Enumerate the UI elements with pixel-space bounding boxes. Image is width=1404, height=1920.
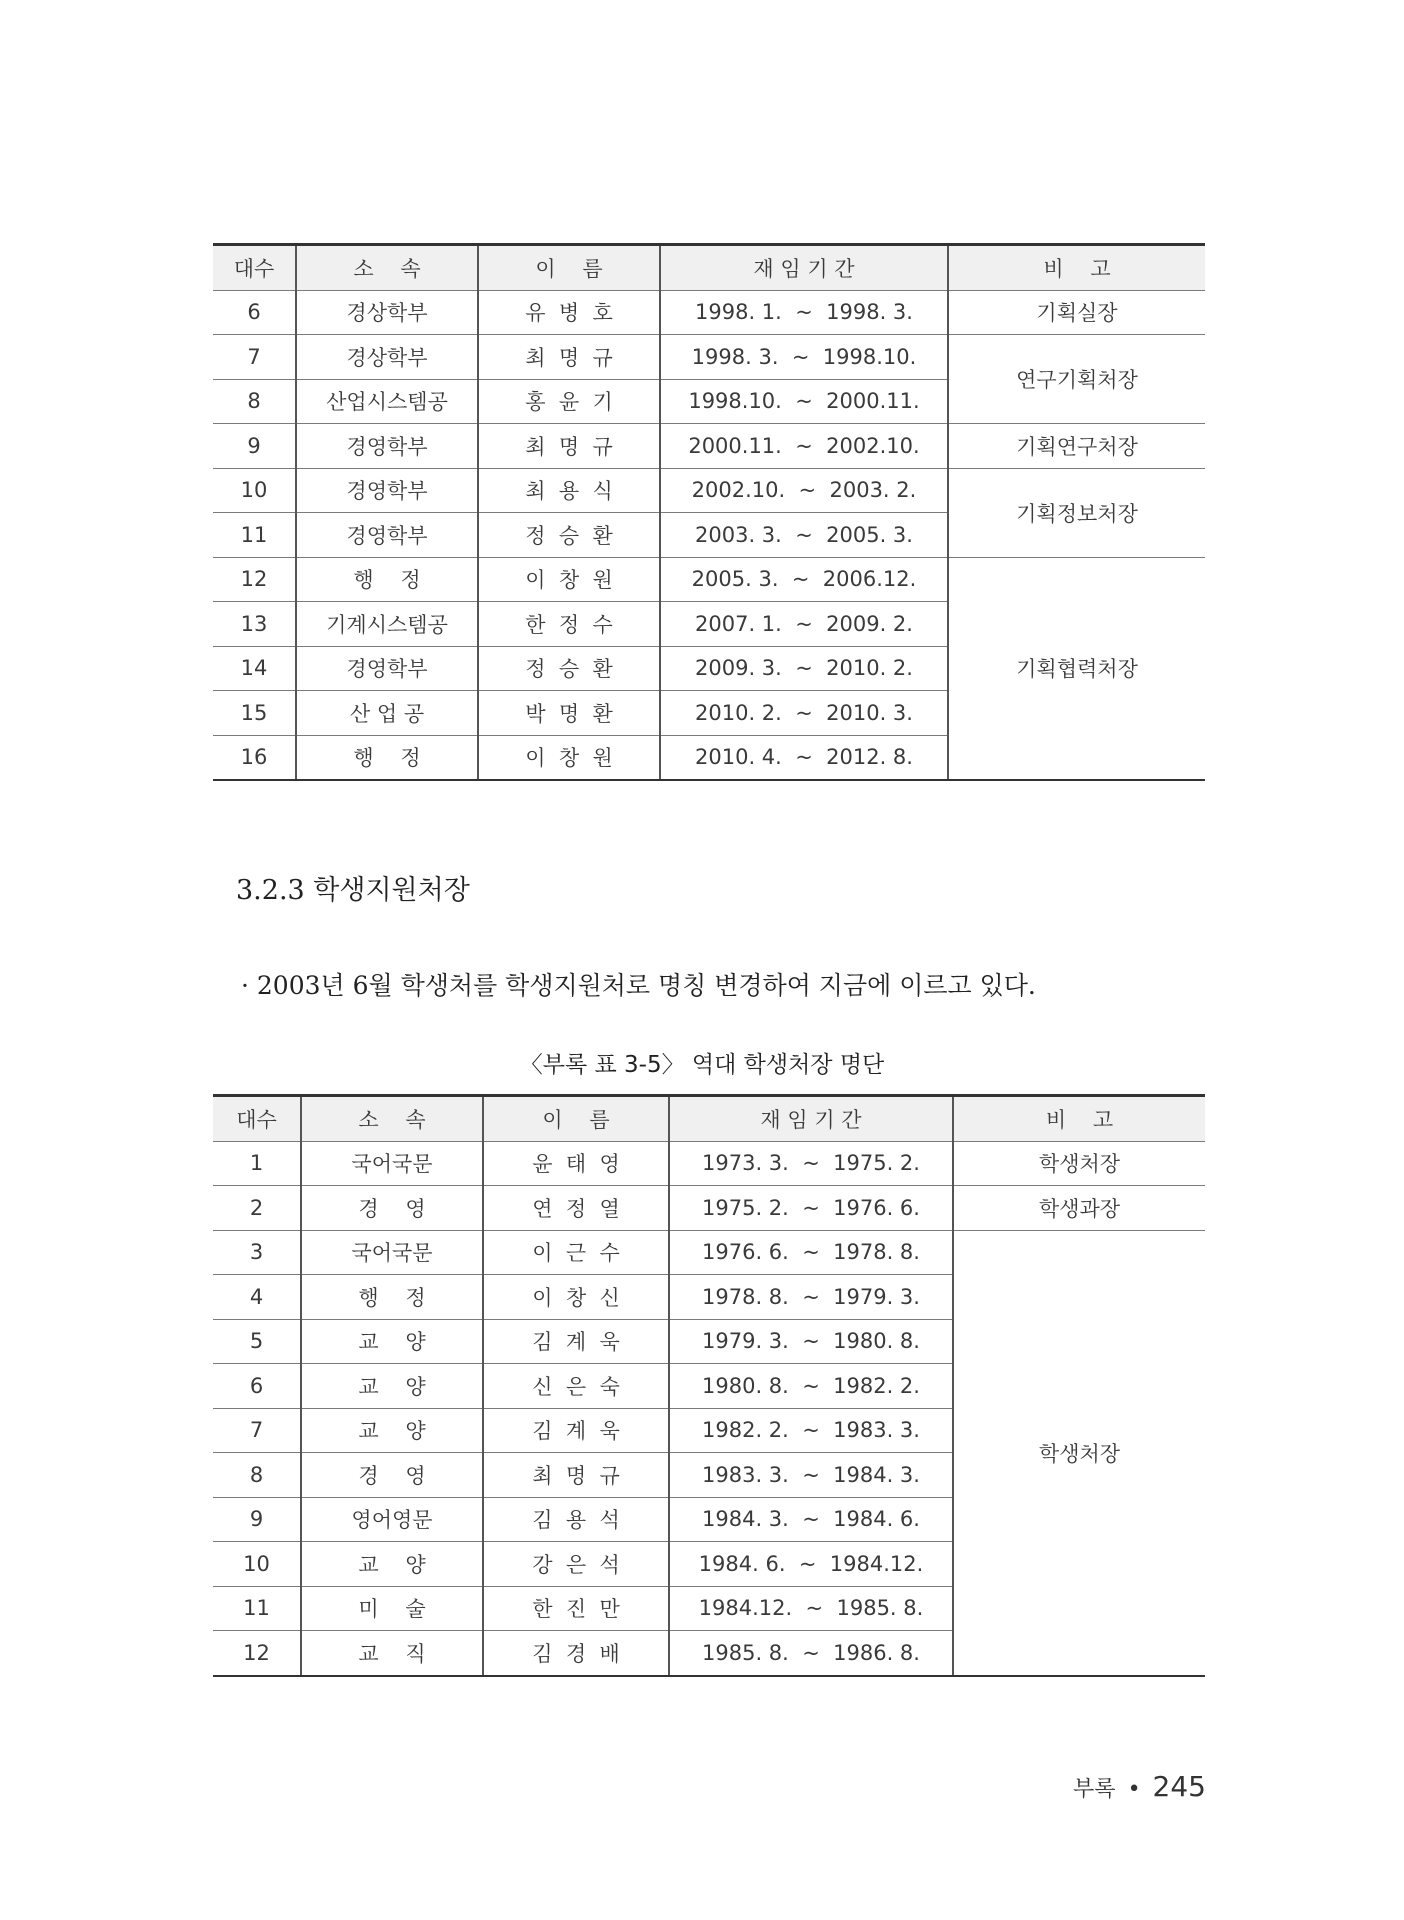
cell-term: 12 <box>213 1631 301 1676</box>
cell-name: 이 창 신 <box>483 1275 669 1320</box>
cell-remarks: 기획연구처장 <box>948 424 1205 469</box>
cell-tenure: 1983. 3. ~ 1984. 3. <box>669 1453 953 1498</box>
page-footer <box>1073 1770 1206 1803</box>
header-affiliation: 소 속 <box>301 1096 483 1142</box>
cell-name: 이 창 원 <box>478 557 660 602</box>
cell-name: 홍 윤 기 <box>478 379 660 424</box>
cell-term: 6 <box>213 1364 301 1409</box>
cell-term: 14 <box>213 646 296 691</box>
cell-name: 신 은 숙 <box>483 1364 669 1409</box>
cell-remarks: 기획실장 <box>948 290 1205 335</box>
cell-term: 10 <box>213 468 296 513</box>
cell-tenure: 1976. 6. ~ 1978. 8. <box>669 1230 953 1275</box>
cell-term: 3 <box>213 1230 301 1275</box>
cell-tenure: 2009. 3. ~ 2010. 2. <box>660 646 948 691</box>
cell-term: 11 <box>213 1586 301 1631</box>
cell-term: 8 <box>213 1453 301 1498</box>
cell-affiliation: 교 양 <box>301 1542 483 1587</box>
cell-affiliation: 행 정 <box>296 557 478 602</box>
cell-tenure: 2003. 3. ~ 2005. 3. <box>660 513 948 558</box>
cell-affiliation: 경 영 <box>301 1186 483 1231</box>
cell-term: 9 <box>213 424 296 469</box>
page-number: 245 <box>1152 1770 1206 1803</box>
table-row <box>213 290 1205 335</box>
table-header-row <box>213 1096 1205 1142</box>
cell-name: 이 창 원 <box>478 735 660 780</box>
cell-remarks: 연구기획처장 <box>948 335 1205 424</box>
header-name: 이 름 <box>478 245 660 291</box>
table-caption: 〈부록 표 3-5〉 역대 학생처장 명단 <box>519 1052 885 1078</box>
cell-name: 최 명 규 <box>478 424 660 469</box>
section-heading: 3.2.3 학생지원처장 <box>236 875 470 906</box>
cell-tenure: 1982. 2. ~ 1983. 3. <box>669 1408 953 1453</box>
cell-term: 15 <box>213 691 296 736</box>
cell-tenure: 2010. 4. ~ 2012. 8. <box>660 735 948 780</box>
cell-affiliation: 경영학부 <box>296 513 478 558</box>
cell-affiliation: 경영학부 <box>296 424 478 469</box>
cell-affiliation: 교 직 <box>301 1631 483 1676</box>
cell-affiliation: 행 정 <box>296 735 478 780</box>
cell-tenure: 1984. 3. ~ 1984. 6. <box>669 1497 953 1542</box>
cell-affiliation: 기계시스템공 <box>296 602 478 647</box>
header-term: 대수 <box>213 245 296 291</box>
cell-affiliation: 경 영 <box>301 1453 483 1498</box>
cell-affiliation: 경상학부 <box>296 290 478 335</box>
cell-tenure: 2002.10. ~ 2003. 2. <box>660 468 948 513</box>
cell-tenure: 2010. 2. ~ 2010. 3. <box>660 691 948 736</box>
cell-term: 12 <box>213 557 296 602</box>
cell-name: 김 계 욱 <box>483 1408 669 1453</box>
cell-affiliation: 경영학부 <box>296 646 478 691</box>
cell-name: 정 승 환 <box>478 513 660 558</box>
cell-affiliation: 국어국문 <box>301 1141 483 1186</box>
header-tenure: 재 임 기 간 <box>669 1096 953 1142</box>
table-row <box>213 1186 1205 1231</box>
cell-name: 최 용 식 <box>478 468 660 513</box>
cell-term: 1 <box>213 1141 301 1186</box>
table-header-row <box>213 245 1205 291</box>
cell-tenure: 2007. 1. ~ 2009. 2. <box>660 602 948 647</box>
table-row <box>213 557 1205 602</box>
cell-tenure: 2000.11. ~ 2002.10. <box>660 424 948 469</box>
cell-name: 김 용 석 <box>483 1497 669 1542</box>
header-remarks: 비 고 <box>948 245 1205 291</box>
cell-affiliation: 경영학부 <box>296 468 478 513</box>
cell-affiliation: 교 양 <box>301 1408 483 1453</box>
table-past-planning-directors <box>213 243 1205 781</box>
cell-remarks: 학생처장 <box>953 1141 1205 1186</box>
header-affiliation: 소 속 <box>296 245 478 291</box>
cell-remarks: 학생과장 <box>953 1186 1205 1231</box>
cell-term: 5 <box>213 1319 301 1364</box>
cell-term: 6 <box>213 290 296 335</box>
cell-affiliation: 교 양 <box>301 1364 483 1409</box>
table-row <box>213 1141 1205 1186</box>
cell-term: 11 <box>213 513 296 558</box>
cell-affiliation: 행 정 <box>301 1275 483 1320</box>
cell-name: 유 병 호 <box>478 290 660 335</box>
cell-affiliation: 영어영문 <box>301 1497 483 1542</box>
cell-affiliation: 국어국문 <box>301 1230 483 1275</box>
header-term: 대수 <box>213 1096 301 1142</box>
cell-affiliation: 미 술 <box>301 1586 483 1631</box>
cell-affiliation: 산업시스템공 <box>296 379 478 424</box>
cell-remarks: 학생처장 <box>953 1230 1205 1676</box>
cell-tenure: 1980. 8. ~ 1982. 2. <box>669 1364 953 1409</box>
cell-tenure: 1979. 3. ~ 1980. 8. <box>669 1319 953 1364</box>
cell-term: 13 <box>213 602 296 647</box>
cell-name: 김 경 배 <box>483 1631 669 1676</box>
header-tenure: 재 임 기 간 <box>660 245 948 291</box>
cell-tenure: 1973. 3. ~ 1975. 2. <box>669 1141 953 1186</box>
header-name: 이 름 <box>483 1096 669 1142</box>
cell-remarks: 기획정보처장 <box>948 468 1205 557</box>
footer-label: 부록 <box>1073 1777 1116 1802</box>
table-past-student-affairs-directors <box>213 1094 1205 1677</box>
cell-name: 최 명 규 <box>483 1453 669 1498</box>
cell-tenure: 1998.10. ~ 2000.11. <box>660 379 948 424</box>
cell-term: 8 <box>213 379 296 424</box>
footer-bullet-icon: • <box>1127 1777 1141 1802</box>
cell-affiliation: 교 양 <box>301 1319 483 1364</box>
cell-name: 최 명 규 <box>478 335 660 380</box>
cell-tenure: 1998. 1. ~ 1998. 3. <box>660 290 948 335</box>
cell-term: 2 <box>213 1186 301 1231</box>
cell-term: 7 <box>213 335 296 380</box>
cell-remarks: 기획협력처장 <box>948 557 1205 780</box>
cell-term: 9 <box>213 1497 301 1542</box>
table-row <box>213 468 1205 513</box>
cell-name: 윤 태 영 <box>483 1141 669 1186</box>
cell-tenure: 2005. 3. ~ 2006.12. <box>660 557 948 602</box>
cell-name: 한 정 수 <box>478 602 660 647</box>
cell-term: 16 <box>213 735 296 780</box>
cell-tenure: 1985. 8. ~ 1986. 8. <box>669 1631 953 1676</box>
table-row <box>213 424 1205 469</box>
cell-term: 4 <box>213 1275 301 1320</box>
cell-name: 박 명 환 <box>478 691 660 736</box>
cell-name: 한 진 만 <box>483 1586 669 1631</box>
cell-term: 10 <box>213 1542 301 1587</box>
cell-name: 김 계 욱 <box>483 1319 669 1364</box>
section-text: · 2003년 6월 학생처를 학생지원처로 명칭 변경하여 지금에 이르고 있다. <box>241 971 1036 1000</box>
cell-tenure: 1978. 8. ~ 1979. 3. <box>669 1275 953 1320</box>
cell-name: 정 승 환 <box>478 646 660 691</box>
table-row <box>213 1230 1205 1275</box>
cell-term: 7 <box>213 1408 301 1453</box>
cell-affiliation: 경상학부 <box>296 335 478 380</box>
cell-tenure: 1984. 6. ~ 1984.12. <box>669 1542 953 1587</box>
header-remarks: 비 고 <box>953 1096 1205 1142</box>
cell-affiliation: 산 업 공 <box>296 691 478 736</box>
cell-tenure: 1998. 3. ~ 1998.10. <box>660 335 948 380</box>
cell-name: 강 은 석 <box>483 1542 669 1587</box>
cell-tenure: 1984.12. ~ 1985. 8. <box>669 1586 953 1631</box>
cell-name: 이 근 수 <box>483 1230 669 1275</box>
table-row <box>213 335 1205 380</box>
cell-tenure: 1975. 2. ~ 1976. 6. <box>669 1186 953 1231</box>
cell-name: 연 정 열 <box>483 1186 669 1231</box>
